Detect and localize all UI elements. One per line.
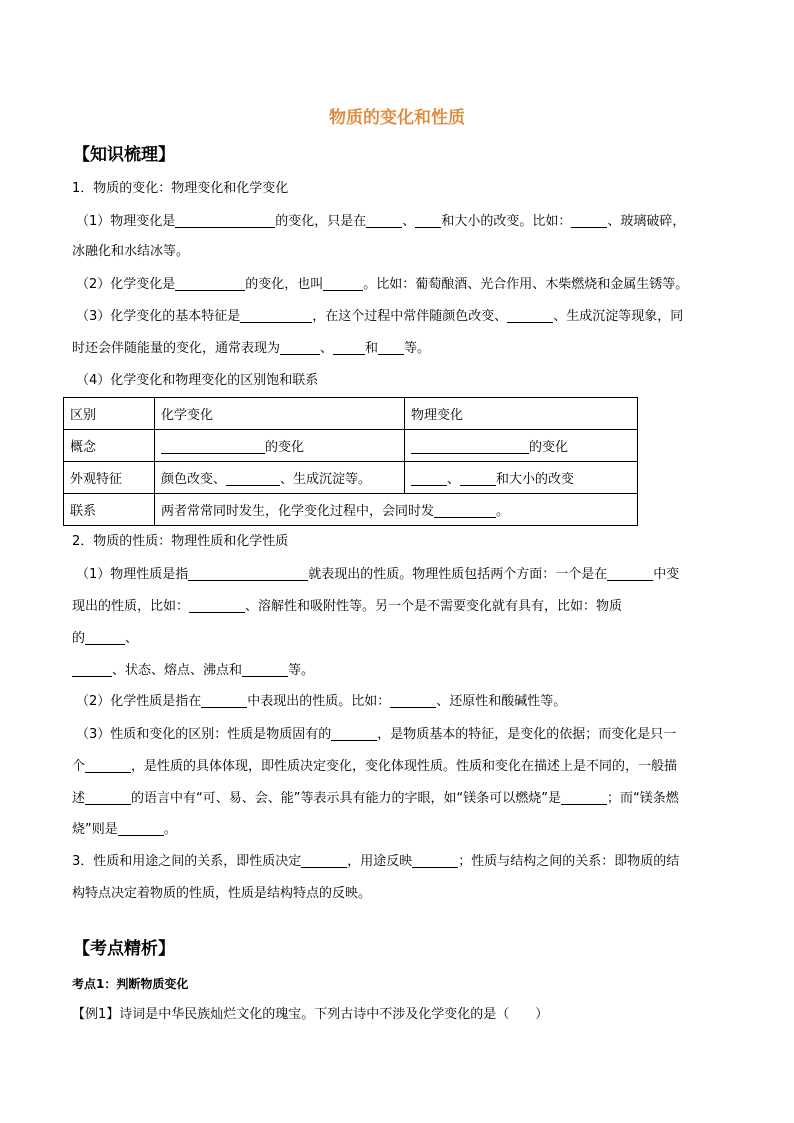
fill-blank[interactable] [188,566,308,581]
text: ；性质与结构之间的关系：即物质的结 [458,854,680,869]
item-2-1-cont3 [72,662,732,680]
fill-blank[interactable] [240,308,312,323]
text: 、生成沉淀等现象，同 [553,309,684,324]
item-2-1-cont2 [72,630,732,648]
text: ，是物质基本的特征，是变化的依据；而变化是只一 [377,727,677,742]
item-1-1-cont: 冰融化和水结冰等。 [72,244,190,259]
text: 和大小的改变。比如： [441,214,572,229]
table-row [64,494,638,526]
text: 、 [402,214,416,229]
item-2-3-cont3 [72,821,732,839]
item-2-1-line [76,566,736,584]
section-heading-knowledge: 【知识梳理】 [73,145,175,165]
text: 时还会伴随能量的变化，通常表现为 [72,341,281,356]
text: 的 [72,631,86,646]
text: 中表现出的性质。比如： [247,694,391,709]
fill-blank[interactable] [161,439,265,454]
fill-blank[interactable] [226,471,280,486]
fill-blank[interactable] [415,213,441,228]
text: 、溶解性和吸附性等。另一个是不需要变化就有具有，比如：物质 [245,599,623,614]
text: 、生成沉淀等。 [280,472,372,487]
text: 、 [125,631,139,646]
fill-blank[interactable] [411,471,447,486]
table-header-cell: 化学变化 [155,398,405,430]
text: 、 [320,341,334,356]
table-row [64,398,638,430]
text: ，在这个过程中常伴随颜色改变、 [312,309,508,324]
fill-blank[interactable] [323,276,363,291]
table-cell: 概念 [64,430,155,462]
item-3-cont: 构特点决定着物质的性质，性质是结构特点的反映。 [72,886,372,901]
text: ，是性质的具体体现，即性质决定变化，变化体现性质。性质和变化在描述上是不同的，一般描 [131,759,678,774]
text: （2）化学变化是 [76,277,176,292]
item-2-2-line [76,693,736,711]
item-1-2-line [76,276,736,294]
text: 的变化 [265,440,305,455]
text: 、状态、熔点、沸点和 [112,663,243,678]
fill-blank[interactable] [85,790,131,805]
fill-blank[interactable] [378,340,404,355]
item-1-heading: 1．物质的变化：物理变化和化学变化 [72,181,289,196]
text: 个 [72,759,86,774]
text: 的语言中有“可、易、会、能”等表示具有能力的字眼，如“镁条可以燃烧”是 [131,791,561,806]
table-cell: 外观特征 [64,462,155,494]
text: （3）性质和变化的区别：性质是物质固有的 [76,727,332,742]
table-header-cell: 物理变化 [405,398,638,430]
text: 的变化 [529,440,569,455]
text: 等。 [288,663,315,678]
table-cell [155,462,405,494]
text: ，用途反映 [347,854,413,869]
text: 。比如：葡萄酿酒、光合作用、木柴燃烧和金属生锈等。 [363,277,689,292]
item-1-3-cont [72,340,732,358]
fill-blank[interactable] [301,853,347,868]
fill-blank[interactable] [607,566,653,581]
text: 中变 [653,567,680,582]
text: 、还原性和酸碱性等。 [436,694,567,709]
text: （1）物理性质是指 [76,567,189,582]
table-cell [155,430,405,462]
fill-blank[interactable] [331,726,377,741]
kaodian-heading: 考点1：判断物质变化 [72,977,189,991]
item-3-line [72,853,732,871]
text: 、玻璃破碎， [607,214,686,229]
example-1-line: 【例1】诗词是中华民族灿烂文化的瑰宝。下列古诗中不涉及化学变化的是（ ） [72,1007,549,1022]
fill-blank[interactable] [118,821,164,836]
text: 烧”则是 [72,822,118,837]
table-row [64,430,638,462]
fill-blank[interactable] [72,662,112,677]
item-2-1-cont [72,598,732,616]
fill-blank[interactable] [507,308,553,323]
item-2-heading: 2．物质的性质：物理性质和化学性质 [72,534,289,549]
fill-blank[interactable] [390,693,436,708]
table-row [64,462,638,494]
table-header-cell: 区别 [64,398,155,430]
text: （3）化学变化的基本特征是 [76,309,241,324]
text: 两者常常同时发生，化学变化过程中，会同时发 [161,504,435,519]
fill-blank[interactable] [411,439,529,454]
fill-blank[interactable] [175,213,275,228]
text: 。 [163,822,177,837]
table-cell: 联系 [64,494,155,526]
text: 和 [365,341,379,356]
fill-blank[interactable] [85,758,131,773]
fill-blank[interactable] [571,213,607,228]
text: 现出的性质，比如： [72,599,190,614]
item-1-3-line [76,308,736,326]
fill-blank[interactable] [242,662,288,677]
text: （1）物理变化是 [76,214,176,229]
text: 的变化，也叫 [245,277,324,292]
item-2-3-cont2 [72,790,732,808]
fill-blank[interactable] [201,693,247,708]
section-heading-analysis: 【考点精析】 [73,939,175,959]
fill-blank[interactable] [189,598,245,613]
fill-blank[interactable] [460,471,496,486]
item-1-4-line: （4）化学变化和物理变化的区别饱和联系 [76,373,319,388]
table-cell [405,462,638,494]
text: 颜色改变、 [161,472,227,487]
text: 和大小的改变 [496,472,575,487]
item-2-3-cont [72,758,732,776]
text: ；而“镁条燃 [606,791,679,806]
comparison-table [63,397,638,526]
item-2-3-line [76,726,736,744]
item-1-1-line [76,213,736,231]
fill-blank[interactable] [175,276,245,291]
text: 的变化，只是在 [275,214,367,229]
text: （2）化学性质是指在 [76,694,202,709]
table-cell [405,430,638,462]
text: 述 [72,791,86,806]
text: 3．性质和用途之间的关系，即性质决定 [72,854,302,869]
text: 。 [496,504,510,519]
text: 就表现出的性质。物理性质包括两个方面：一个是在 [308,567,608,582]
document-title: 物质的变化和性质 [329,108,465,128]
fill-blank[interactable] [280,340,320,355]
fill-blank[interactable] [561,790,607,805]
text: 等。 [404,341,431,356]
fill-blank[interactable] [85,630,125,645]
fill-blank[interactable] [366,213,402,228]
text: 、 [447,472,461,487]
fill-blank[interactable] [412,853,458,868]
table-cell [155,494,638,526]
fill-blank[interactable] [333,340,365,355]
fill-blank[interactable] [434,503,496,518]
